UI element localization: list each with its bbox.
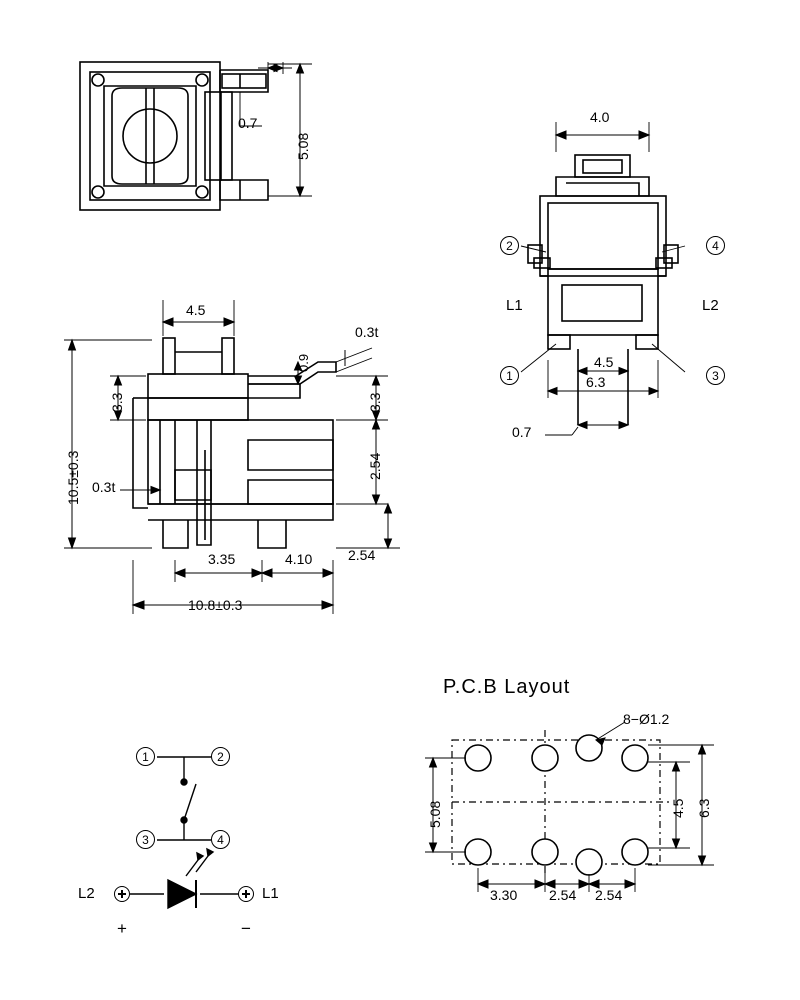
side-view-dim-height: 10.5±0.3 bbox=[65, 450, 81, 505]
front-view-label-l1: L1 bbox=[506, 297, 523, 314]
terminal-marker-2: 2 bbox=[500, 236, 519, 255]
schematic-terminal-4: 4 bbox=[211, 830, 230, 849]
terminal-marker-4: 4 bbox=[706, 236, 725, 255]
side-view-dim-4-5: 4.5 bbox=[186, 302, 206, 318]
side-view-dim-2-54-inner: 2.54 bbox=[367, 452, 383, 480]
schematic-terminal-2: 2 bbox=[211, 747, 230, 766]
front-view-dim-4-5: 4.5 bbox=[594, 354, 614, 370]
pcb-dim-4-5: 4.5 bbox=[670, 798, 686, 818]
side-view-dim-4-10: 4.10 bbox=[285, 551, 313, 567]
terminal-marker-1: 1 bbox=[500, 366, 519, 385]
side-view-dim-2-54-outer: 2.54 bbox=[348, 547, 376, 563]
pcb-layout-title: P.C.B Layout bbox=[443, 676, 571, 698]
top-view-dim-5-08: 5.08 bbox=[295, 132, 311, 160]
schematic-polarity-plus: + bbox=[117, 919, 127, 938]
front-view-label-l2: L2 bbox=[702, 297, 719, 314]
schematic-terminal-1: 1 bbox=[136, 747, 155, 766]
pcb-dim-2-54-b: 2.54 bbox=[595, 887, 623, 903]
top-view-dim-0-7: 0.7 bbox=[238, 115, 258, 131]
terminal-marker-3: 3 bbox=[706, 366, 725, 385]
pcb-dim-2-54-a: 2.54 bbox=[549, 887, 577, 903]
schematic-label-l2: L2 bbox=[78, 885, 95, 902]
pcb-dim-6-3: 6.3 bbox=[696, 798, 712, 818]
side-view-dim-0-9: 0.9 bbox=[296, 353, 311, 372]
pcb-dim-5-08: 5.08 bbox=[427, 800, 443, 828]
side-view-dim-3-35: 3.35 bbox=[208, 551, 236, 567]
pcb-hole-note: 8−Ø1.2 bbox=[623, 711, 670, 727]
side-view-dim-length: 10.8±0.3 bbox=[188, 597, 243, 613]
front-view-dim-6-3: 6.3 bbox=[586, 374, 606, 390]
front-view-dim-4-0: 4.0 bbox=[590, 109, 610, 125]
front-view-dim-0-7: 0.7 bbox=[512, 424, 532, 440]
schematic-polarity-minus: − bbox=[241, 919, 251, 938]
side-view-dim-0-3t-left: 0.3t bbox=[92, 479, 116, 495]
side-view-dim-3-3-right: 3.3 bbox=[367, 392, 383, 412]
schematic-label-l1: L1 bbox=[262, 885, 279, 902]
side-view-dim-3-3-left: 3.3 bbox=[109, 392, 125, 412]
schematic-terminal-3: 3 bbox=[136, 830, 155, 849]
side-view-dim-0-3t-top: 0.3t bbox=[355, 324, 379, 340]
pcb-dim-3-30: 3.30 bbox=[490, 887, 518, 903]
